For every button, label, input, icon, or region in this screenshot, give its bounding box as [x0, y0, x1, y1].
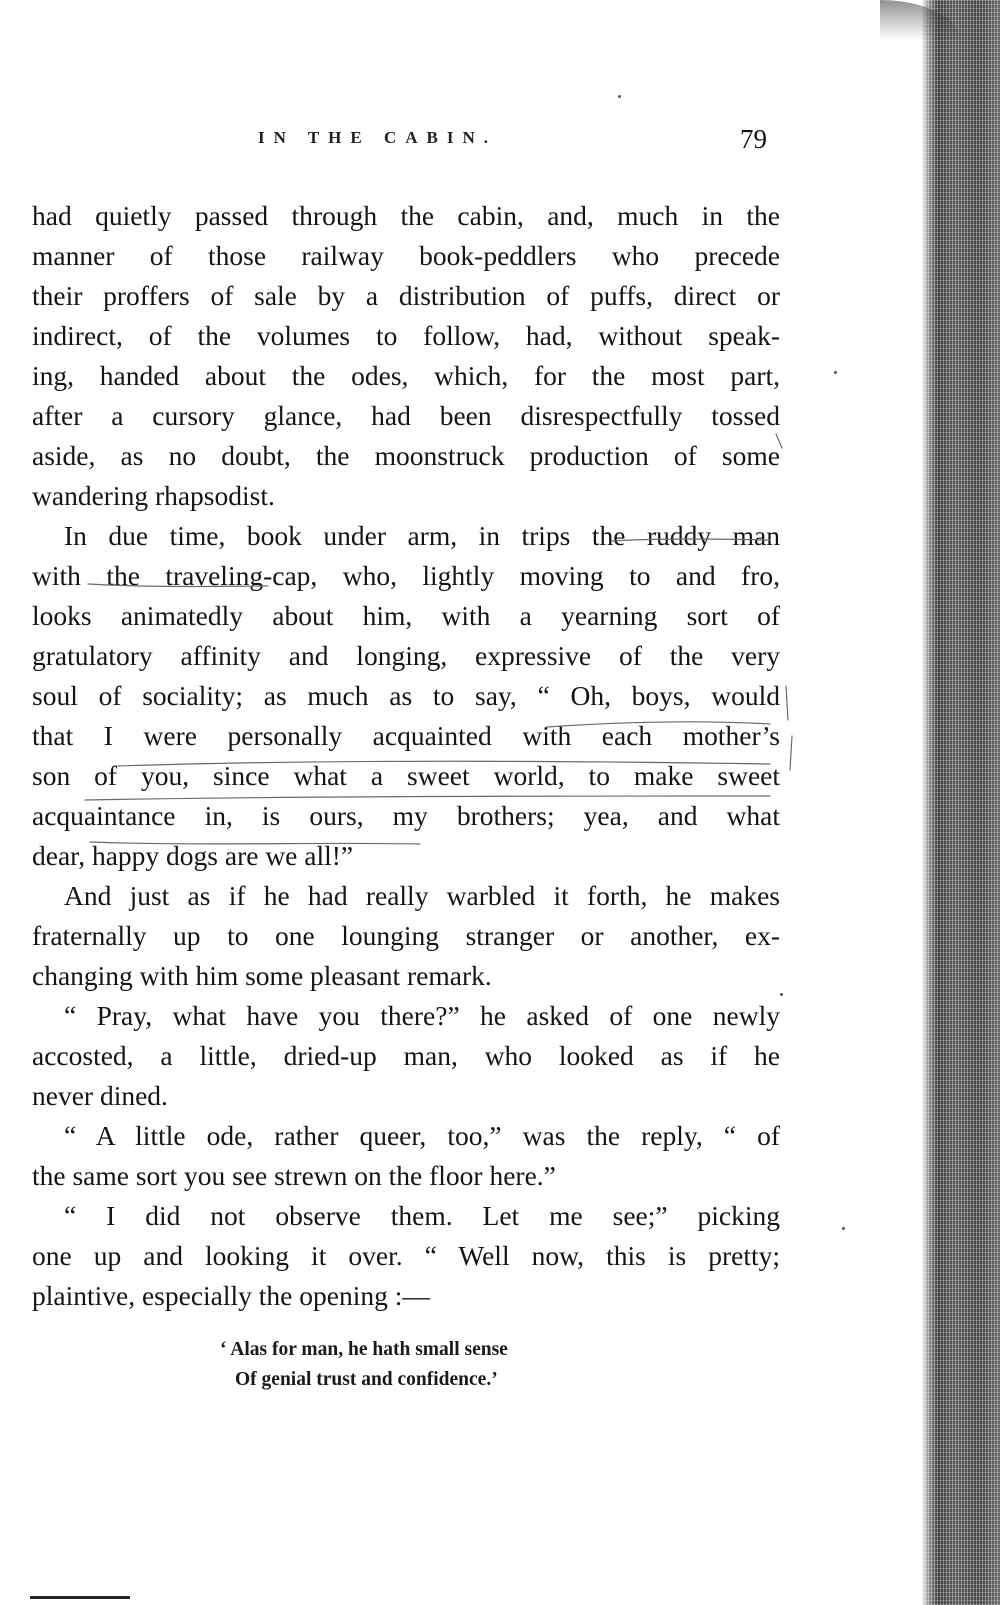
text-line: one up and looking it over. “ Well now, this is pretty; [32, 1240, 780, 1271]
verse-line: Of genial trust and confidence.’ [235, 1369, 498, 1390]
text-line: changing with him some pleasant remark. [32, 960, 492, 991]
verse-quote [220, 1335, 620, 1395]
ink-speck [618, 95, 621, 98]
text-line: soul of sociality; as much as to say, “ Oh, boys, would [32, 680, 780, 711]
pencil-margin-mark [786, 686, 792, 770]
text-line: their proffers of sale by a distribution of puffs, direct or [32, 280, 780, 311]
page-number: 79 [740, 124, 767, 154]
text-line: that I were personally acquainted with each mother’s [32, 720, 780, 751]
text-line: “ Pray, what have you there?” he asked of one newly [64, 1000, 780, 1031]
text-line: “ I did not observe them. Let me see;” picking [64, 1200, 780, 1231]
text-line: never dined. [32, 1080, 168, 1111]
page-edge-shadow [922, 0, 1000, 1605]
ink-speck [780, 993, 783, 996]
text-line: after a cursory glance, had been disrespectfully tossed [32, 400, 780, 431]
text-line: son of you, since what a sweet world, to make sweet [32, 760, 780, 791]
text-line: wandering rhapsodist. [32, 480, 275, 511]
running-head: IN THE CABIN. [258, 128, 498, 147]
text-line: with the traveling-cap, who, lightly moving to and fro, [32, 560, 780, 591]
text-line: plaintive, especially the opening :— [32, 1280, 430, 1311]
verse-line: ‘ Alas for man, he hath small sense [220, 1339, 508, 1360]
text-line: had quietly passed through the cabin, and, much in the [32, 200, 780, 231]
text-line: fraternally up to one lounging stranger or another, ex- [32, 920, 780, 951]
text-line: manner of those railway book-peddlers who precede [32, 240, 780, 271]
text-line: indirect, of the volumes to follow, had, without speak- [32, 320, 780, 351]
text-line: And just as if he had really warbled it forth, he makes [64, 880, 780, 911]
text-line: the same sort you see strewn on the floor here.” [32, 1160, 556, 1191]
text-line: dear, happy dogs are we all!” [32, 840, 354, 871]
text-line: acquaintance in, is ours, my brothers; yea, and what [32, 800, 780, 831]
ink-speck [834, 371, 837, 374]
text-line: aside, as no doubt, the moonstruck production of some [32, 440, 780, 471]
text-line: gratulatory affinity and longing, expressive of the very [32, 640, 780, 671]
text-line: accosted, a little, dried-up man, who looked as if he [32, 1040, 780, 1071]
text-line: ing, handed about the odes, which, for the most part, [32, 360, 780, 391]
body-text [32, 196, 780, 1316]
text-line: In due time, book under arm, in trips the ruddy man [64, 520, 780, 551]
bottom-rule [30, 1596, 130, 1599]
text-line: looks animatedly about him, with a yearning sort of [32, 600, 780, 631]
ink-speck [842, 1227, 845, 1230]
text-line: “ A little ode, rather queer, too,” was the reply, “ of [64, 1120, 780, 1151]
